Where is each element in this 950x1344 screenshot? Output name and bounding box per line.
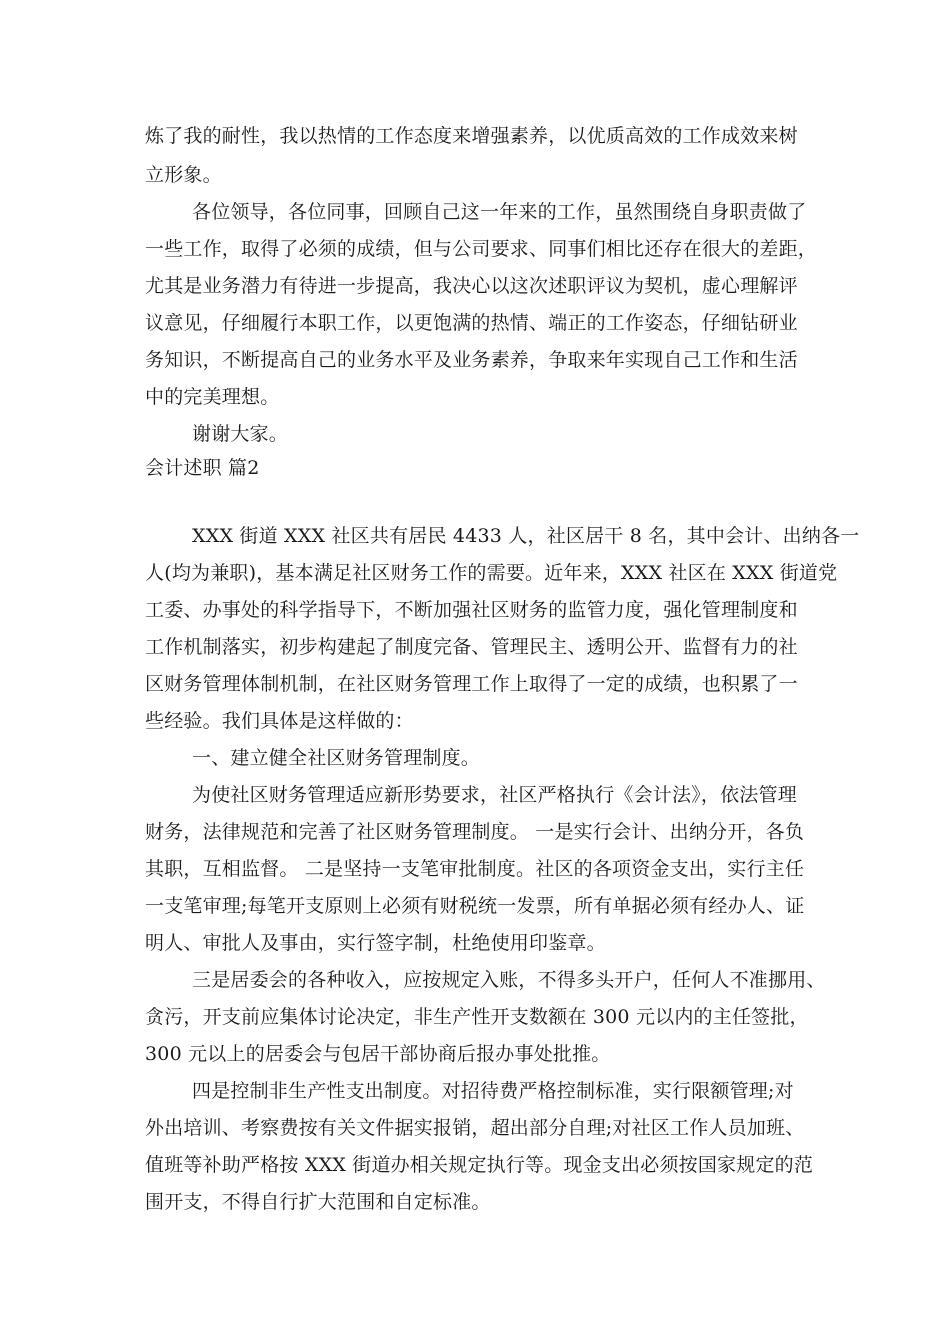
paragraph-line: 值班等补助严格按 XXX 街道办相关规定执行等。现金支出必须按国家规定的范 xyxy=(145,1154,814,1176)
paragraph-line: 立形象。 xyxy=(145,164,222,186)
paragraph-line: 各位领导，各位同事，回顾自己这一年来的工作，虽然围绕自身职责做了 xyxy=(192,201,807,223)
paragraph-line: XXX 街道 XXX 社区共有居民 4433 人，社区居干 8 名，其中会计、出纳各一 xyxy=(192,525,860,547)
paragraph-line: 炼了我的耐性，我以热情的工作态度来增强素养，以优质高效的工作成效来树 xyxy=(145,125,798,147)
paragraph-line: 为使社区财务管理适应新形势要求，社区严格执行《会计法》，依法管理 xyxy=(192,784,797,806)
paragraph-line: 尤其是业务潜力有待进一步提高，我决心以这次述职评议为契机，虚心理解评 xyxy=(145,275,798,297)
paragraph-line: 些经验。我们具体是这样做的： xyxy=(145,710,414,732)
paragraph-line: 其职，互相监督。 二是坚持一支笔审批制度。社区的各项资金支出，实行主任 xyxy=(145,858,805,880)
paragraph-line: 明人、审批人及事由，实行签字制，杜绝使用印鉴章。 xyxy=(145,932,606,954)
paragraph-line: 中的完美理想。 xyxy=(145,386,280,408)
paragraph-line: 人(均为兼职)，基本满足社区财务工作的需要。近年来，XXX 社区在 XXX 街道党 xyxy=(145,562,838,584)
subheading: 一、建立健全社区财务管理制度。 xyxy=(192,747,481,769)
paragraph-line: 工作机制落实，初步构建起了制度完备、管理民主、透明公开、监督有力的社 xyxy=(145,636,798,658)
paragraph-line: 三是居委会的各种收入，应按规定入账，不得多头开户，任何人不准挪用、 xyxy=(192,969,826,991)
section-heading: 会计述职 篇2 xyxy=(145,457,260,479)
paragraph-line: 贪污，开支前应集体讨论决定，非生产性开支数额在 300 元以内的主任签批， xyxy=(145,1006,809,1028)
paragraph-line: 财务，法律规范和完善了社区财务管理制度。 一是实行会计、出纳分开，各负 xyxy=(145,821,805,843)
paragraph-line: 四是控制非生产性支出制度。对招待费严格控制标准，实行限额管理;对 xyxy=(192,1080,794,1102)
paragraph-line: 谢谢大家。 xyxy=(192,423,289,445)
paragraph-line: 外出培训、考察费按有关文件据实报销，超出部分自理;对社区工作人员加班、 xyxy=(145,1117,805,1139)
paragraph-line: 围开支，不得自行扩大范围和自定标准。 xyxy=(145,1191,491,1213)
paragraph-line: 300 元以上的居委会与包居干部协商后报办事处批推。 xyxy=(145,1043,611,1065)
paragraph-line: 一些工作，取得了必须的成绩，但与公司要求、同事们相比还存在很大的差距， xyxy=(145,238,818,260)
paragraph-line: 工委、办事处的科学指导下，不断加强社区财务的监管力度，强化管理制度和 xyxy=(145,599,798,621)
paragraph-line: 一支笔审理;每笔开支原则上必须有财税统一发票，所有单据必须有经办人、证 xyxy=(145,895,805,917)
paragraph-line: 务知识，不断提高自己的业务水平及业务素养，争取来年实现自己工作和生活 xyxy=(145,349,798,371)
paragraph-line: 区财务管理体制机制，在社区财务管理工作上取得了一定的成绩，也积累了一 xyxy=(145,673,798,695)
paragraph-line: 议意见，仔细履行本职工作，以更饱满的热情、端正的工作姿态，仔细钻研业 xyxy=(145,312,798,334)
